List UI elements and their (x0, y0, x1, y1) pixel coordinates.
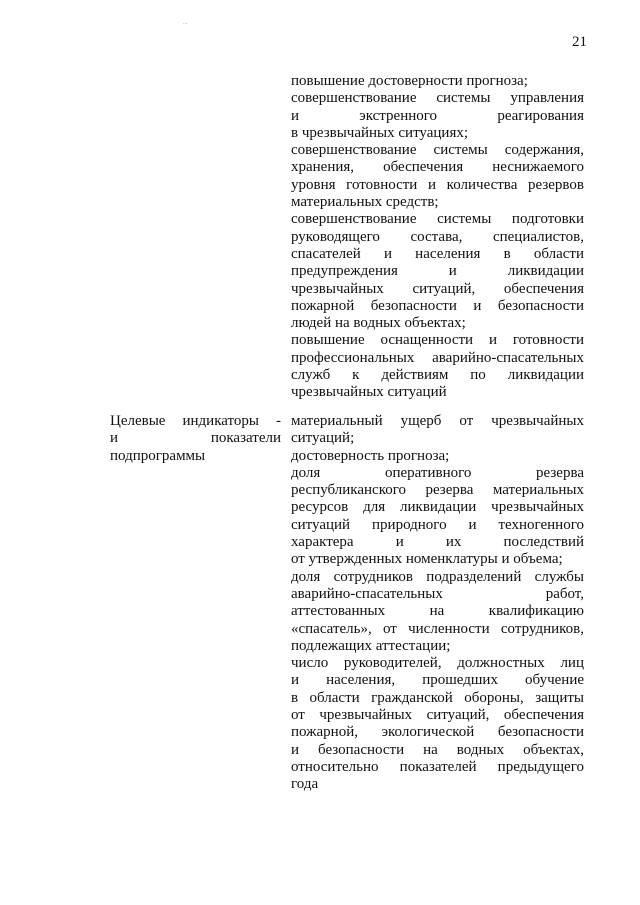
goal-text-line: повышение оснащенности и готовности (291, 332, 584, 349)
goal-text-line: повышение достоверности прогноза; (291, 73, 528, 89)
indicator-text-line: от утвержденных номенклатуры и объема; (291, 551, 563, 568)
indicators-list (291, 413, 584, 794)
indicator-text-line: доля оперативного резерва (291, 464, 584, 481)
indicators-label-line: подпрограммы (110, 447, 206, 464)
indicator-text-line: и безопасности на водных объектах, (291, 741, 584, 758)
indicator-text-line: доля сотрудников подразделений службы (291, 568, 584, 585)
indicator-text-line: от чрезвычайных ситуаций, обеспечения (291, 707, 584, 724)
goal-text-line: совершенствование системы подготовки (291, 211, 584, 228)
goals-list (291, 73, 584, 402)
goal-text-line: хранения, обеспечения неснижаемого (291, 159, 584, 176)
indicator-text-line: подлежащих аттестации; (291, 637, 451, 654)
goal-text-line: руководящего состава, специалистов, (291, 228, 584, 245)
top-mark: ... (183, 20, 188, 26)
indicator-text-line: ресурсов для ликвидации чрезвычайных (291, 499, 584, 516)
indicator-text-line: аварийно-спасательных работ, (291, 585, 584, 602)
indicator-text-line: число руководителей, должностных лиц (291, 655, 584, 672)
indicators-label (110, 413, 281, 465)
indicator-text-line: ситуаций природного и техногенного (291, 516, 584, 533)
goal-text-line: совершенствование системы содержания, (291, 142, 584, 159)
indicator-text-line: достоверность прогноза; (291, 447, 450, 464)
goal-text-line: уровня готовности и количества резервов (291, 176, 584, 193)
goal-text-line: совершенствование системы управления (291, 90, 584, 107)
goal-text-line: и экстренного реагирования (291, 107, 584, 124)
indicator-text-line: аттестованных на квалификацию (291, 603, 584, 620)
indicator-text-line: ситуаций; (291, 430, 355, 447)
goal-text-line: спасателей и населения в области (291, 245, 584, 262)
indicators-label-line: и показатели (110, 430, 281, 447)
indicator-text-line: в области гражданской обороны, защиты (291, 689, 584, 706)
indicator-text-line: республиканского резерва материальных (291, 482, 584, 499)
indicator-text-line: и населения, прошедших обучение (291, 672, 584, 689)
goal-text-line: людей на водных объектах; (291, 315, 466, 332)
goal-text-line: служб к действиям по ликвидации (291, 367, 584, 384)
indicator-text-line: характера и их последствий (291, 534, 584, 551)
goal-text-line: пожарной безопасности и безопасности (291, 297, 584, 314)
goal-text-line: профессиональных аварийно-спасательных (291, 349, 584, 366)
goal-text-line: чрезвычайных ситуаций, обеспечения (291, 280, 584, 297)
page-number: 21 (572, 34, 587, 50)
indicator-text-line: материальный ущерб от чрезвычайных (291, 413, 584, 429)
indicator-text-line: «спасатель», от численности сотрудников, (291, 620, 584, 637)
goal-text-line: чрезвычайных ситуаций (291, 384, 447, 401)
indicators-label-line: Целевые индикаторы - (110, 413, 281, 429)
indicator-text-line: года (291, 776, 319, 793)
goal-text-line: в чрезвычайных ситуациях; (291, 124, 469, 141)
indicator-text-line: относительно показателей предыдущего (291, 758, 584, 775)
indicator-text-line: пожарной, экологической безопасности (291, 724, 584, 741)
goal-text-line: предупреждения и ликвидации (291, 263, 584, 280)
goal-text-line: материальных средств; (291, 194, 439, 211)
